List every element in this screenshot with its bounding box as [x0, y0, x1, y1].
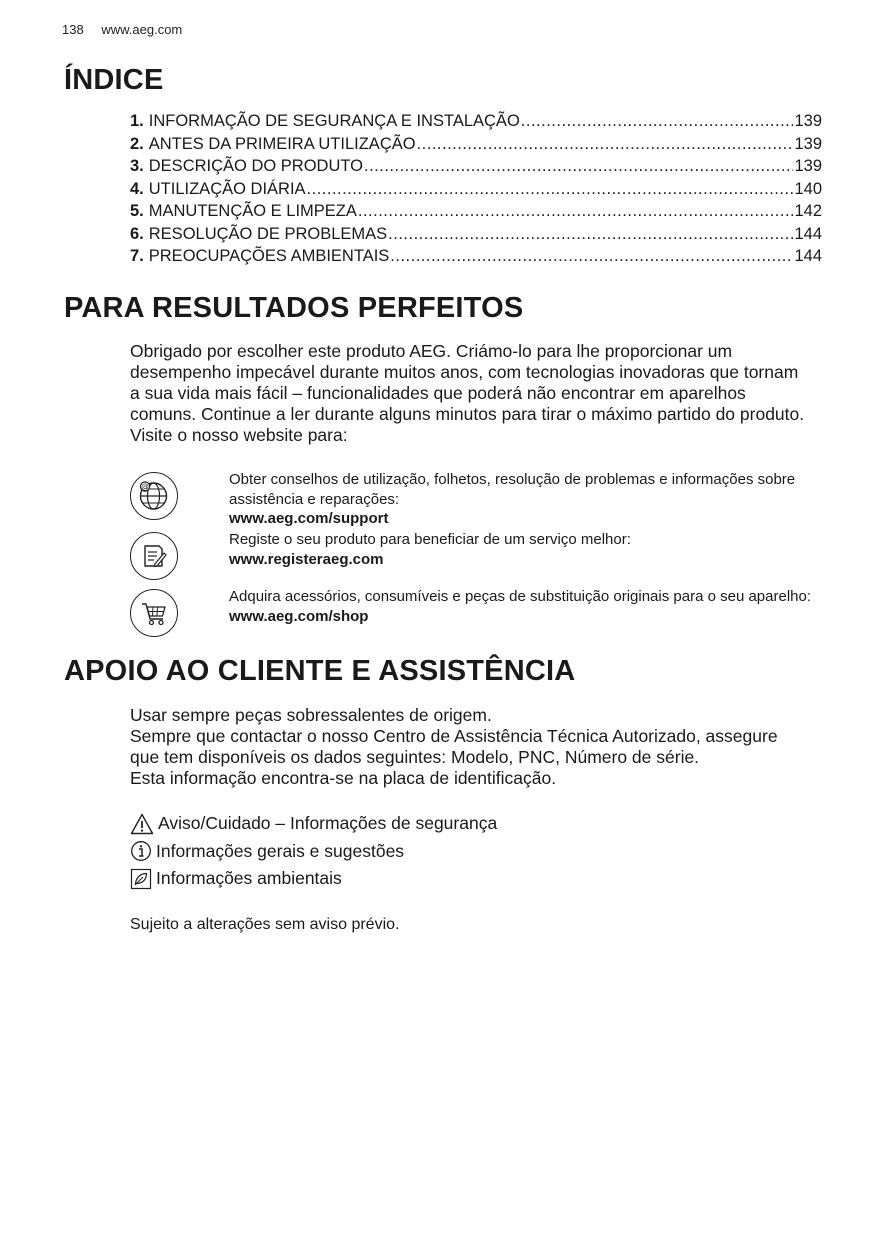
- table-of-contents: [130, 110, 822, 268]
- customer-support-text: [130, 705, 810, 789]
- page-number: 138: [62, 22, 84, 37]
- shop-link-text: Adquira acessórios, consumíveis e peças de substituição originais para o seu aparelho: www.aeg.com/shop: [229, 587, 819, 626]
- toc-item[interactable]: 3. DESCRIÇÃO DO PRODUTO ..... 139: [130, 155, 822, 178]
- perfect-results-intro: [130, 341, 810, 446]
- toc-item[interactable]: 4. UTILIZAÇÃO DIÁRIA ..... 140: [130, 178, 822, 201]
- shop-url-link[interactable]: www.aeg.com/shop: [229, 607, 369, 625]
- leaf-icon: [130, 868, 152, 890]
- info-icon: [130, 840, 152, 862]
- visit-text: Visite o nosso website para:: [130, 425, 348, 445]
- toc-leader: [521, 110, 794, 133]
- support-line: Sempre que contactar o nosso Centro de Assistência Técnica Autorizado, assegure que tem disponíveis os dados seguintes: Modelo, PNC, Número de série.: [130, 726, 778, 767]
- header-website[interactable]: www.aeg.com: [101, 22, 183, 37]
- subject-to-change-notice: Sujeito a alterações sem aviso prévio.: [130, 916, 400, 933]
- toc-leader: [358, 200, 794, 223]
- legend-item-environment: Informações ambientais: [130, 865, 497, 893]
- shopping-cart-icon: [130, 589, 178, 637]
- toc-item[interactable]: 1. INFORMAÇÃO DE SEGURANÇA E INSTALAÇÃO ..... 139: [130, 110, 822, 133]
- toc-leader: [390, 245, 793, 268]
- intro-text: Obrigado por escolher este produto AEG. Criámo-lo para lhe proporcionar um desempenho impecável durante muitos anos, com tecnologias inovadoras que tornam a sua vida mais fácil – funcionalidades que poderá não encontrar em aparelhos comuns. Continue a ler durante alguns minutos para tirar o máximo partido do produto.: [130, 341, 805, 424]
- perfect-results-title: PARA RESULTADOS PERFEITOS: [64, 292, 524, 324]
- toc-item[interactable]: 2. ANTES DA PRIMEIRA UTILIZAÇÃO ..... 139: [130, 133, 822, 156]
- toc-title: ÍNDICE: [64, 64, 164, 96]
- support-url-link[interactable]: www.aeg.com/support: [229, 510, 389, 527]
- support-line: Esta informação encontra-se na placa de identificação.: [130, 768, 557, 788]
- warning-icon: [130, 813, 154, 835]
- toc-item[interactable]: 7. PREOCUPAÇÕES AMBIENTAIS ..... 144: [130, 245, 822, 268]
- toc-leader: [364, 155, 793, 178]
- customer-support-title: APOIO AO CLIENTE E ASSISTÊNCIA: [64, 655, 576, 687]
- register-icon: [130, 532, 178, 580]
- support-link-text: Obter conselhos de utilização, folhetos, resolução de problemas e informações sobre assistência e reparações: www.aeg.com/support: [229, 470, 819, 529]
- support-line: Usar sempre peças sobressalentes de origem.: [130, 705, 492, 725]
- toc-leader: [417, 133, 794, 156]
- svg-text:@: @: [141, 482, 149, 492]
- toc-item[interactable]: 6. RESOLUÇÃO DE PROBLEMAS ..... 144: [130, 223, 822, 246]
- page-header: [62, 22, 182, 37]
- legend-item-info: Informações gerais e sugestões: [130, 838, 497, 866]
- toc-leader: [307, 178, 794, 201]
- symbol-legend: [130, 810, 497, 893]
- legend-item-warning: Aviso/Cuidado – Informações de segurança: [130, 810, 497, 838]
- toc-leader: [388, 223, 793, 246]
- globe-icon: [130, 472, 178, 520]
- toc-item[interactable]: 5. MANUTENÇÃO E LIMPEZA ..... 142: [130, 200, 822, 223]
- register-url-link[interactable]: www.registeraeg.com: [229, 550, 384, 568]
- register-link-text: Registe o seu produto para beneficiar de um serviço melhor: www.registeraeg.com: [229, 530, 819, 569]
